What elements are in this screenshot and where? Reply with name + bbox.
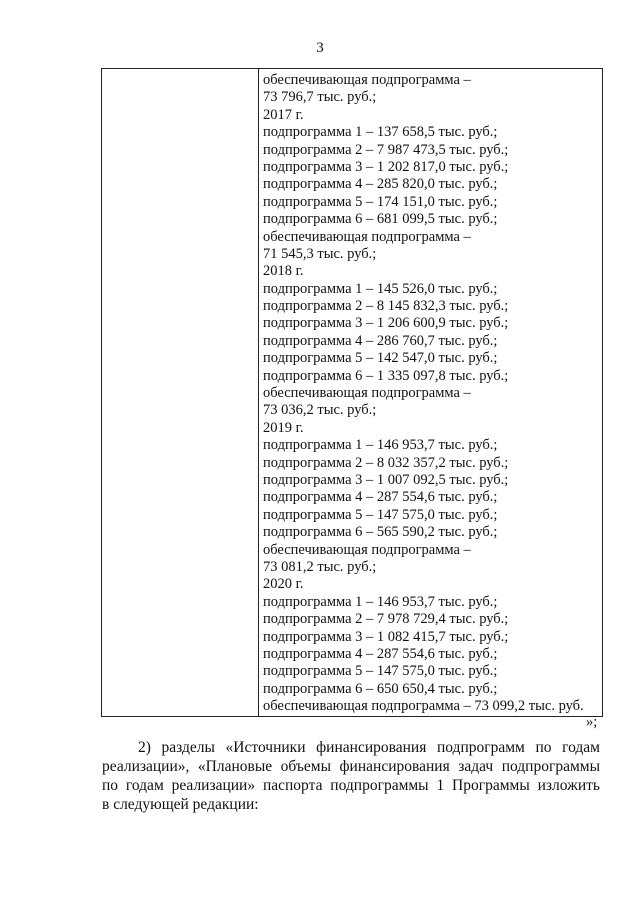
table-line: 73 796,7 тыс. руб.; <box>263 89 377 106</box>
table-line: 2017 г. <box>263 106 304 123</box>
table-line: 73 036,2 тыс. руб.; <box>263 402 377 419</box>
table-line: 2020 г. <box>263 576 304 593</box>
table-line: подпрограмма 6 – 1 335 097,8 тыс. руб.; <box>263 367 509 384</box>
table-line: подпрограмма 6 – 565 590,2 тыс. руб.; <box>263 524 498 541</box>
paragraph-line: реализации», «Плановые объемы финансирования задач подпрограммы <box>102 758 600 775</box>
table-line: обеспечивающая подпрограмма – <box>263 541 471 558</box>
table-line: подпрограмма 5 – 142 547,0 тыс. руб.; <box>263 350 498 367</box>
table-line: подпрограмма 1 – 137 658,5 тыс. руб.; <box>263 124 498 141</box>
table-line: подпрограмма 2 – 7 987 473,5 тыс. руб.; <box>263 141 509 158</box>
financing-values-cell <box>263 72 598 715</box>
table-line: подпрограмма 6 – 650 650,4 тыс. руб.; <box>263 680 498 697</box>
page-number: 3 <box>316 40 324 56</box>
amendment-paragraph <box>102 738 600 814</box>
table-line: обеспечивающая подпрограмма – <box>263 72 471 88</box>
paragraph-line: 2) разделы «Источники финансирования подпрограмм по годам <box>138 739 600 756</box>
financing-table <box>101 68 603 717</box>
table-line: 73 081,2 тыс. руб.; <box>263 558 377 575</box>
table-line: подпрограмма 1 – 145 526,0 тыс. руб.; <box>263 280 498 297</box>
table-line: подпрограмма 4 – 285 820,0 тыс. руб.; <box>263 176 498 193</box>
table-line: подпрограмма 3 – 1 202 817,0 тыс. руб.; <box>263 158 509 175</box>
table-column-divider <box>258 69 259 716</box>
table-closing-quote: »; <box>586 714 598 730</box>
table-line: подпрограмма 2 – 7 978 729,4 тыс. руб.; <box>263 611 509 628</box>
table-line: подпрограмма 4 – 286 760,7 тыс. руб.; <box>263 332 498 349</box>
table-line: подпрограмма 5 – 147 575,0 тыс. руб.; <box>263 506 498 523</box>
table-line: подпрограмма 4 – 287 554,6 тыс. руб.; <box>263 489 498 506</box>
table-line: подпрограмма 1 – 146 953,7 тыс. руб.; <box>263 437 498 454</box>
table-line: подпрограмма 3 – 1 082 415,7 тыс. руб.; <box>263 628 509 645</box>
table-line: подпрограмма 2 – 8 145 832,3 тыс. руб.; <box>263 298 509 315</box>
table-line: 71 545,3 тыс. руб.; <box>263 245 377 262</box>
table-line: 2018 г. <box>263 263 304 280</box>
table-line: подпрограмма 4 – 287 554,6 тыс. руб.; <box>263 645 498 662</box>
table-line: 2019 г. <box>263 419 304 436</box>
paragraph-line: по годам реализации» паспорта подпрограммы 1 Программы изложить <box>102 777 600 794</box>
table-line: обеспечивающая подпрограмма – 73 099,2 тыс. руб. <box>263 698 584 715</box>
table-line: подпрограмма 3 – 1 007 092,5 тыс. руб.; <box>263 471 509 488</box>
table-line: подпрограмма 6 – 681 099,5 тыс. руб.; <box>263 211 498 228</box>
table-line: подпрограмма 5 – 174 151,0 тыс. руб.; <box>263 193 498 210</box>
table-line: подпрограмма 5 – 147 575,0 тыс. руб.; <box>263 663 498 680</box>
table-line: обеспечивающая подпрограмма – <box>263 228 471 245</box>
table-line: подпрограмма 3 – 1 206 600,9 тыс. руб.; <box>263 315 509 332</box>
table-line: подпрограмма 1 – 146 953,7 тыс. руб.; <box>263 593 498 610</box>
table-line: обеспечивающая подпрограмма – <box>263 385 471 402</box>
table-line: подпрограмма 2 – 8 032 357,2 тыс. руб.; <box>263 454 509 471</box>
paragraph-line: в следующей редакции: <box>102 796 259 813</box>
